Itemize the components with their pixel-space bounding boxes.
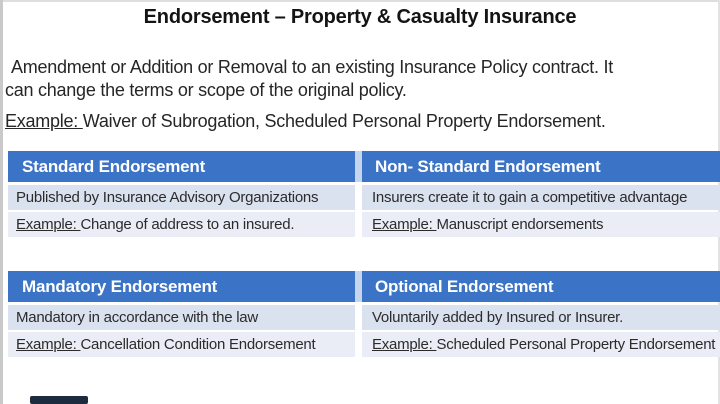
example-label: Example: [372, 336, 437, 353]
table-header-row [8, 271, 720, 302]
example-label: Example: [16, 336, 81, 353]
column-divider [355, 271, 362, 302]
column-divider [355, 305, 362, 330]
table-row [8, 212, 720, 237]
column-divider [355, 185, 362, 210]
header-cell-standard: Standard Endorsement [8, 151, 355, 182]
column-divider [355, 151, 362, 182]
column-divider [355, 212, 362, 237]
frame-edge-top [0, 0, 720, 2]
intro-line-1: Amendment or Addition or Removal to an existing Insurance Policy contract. It [11, 57, 614, 77]
column-divider [355, 332, 362, 357]
table-row [8, 185, 720, 210]
header-cell-non-standard: Non- Standard Endorsement [362, 151, 720, 182]
cell-mandatory-definition: Mandatory in accordance with the law [8, 305, 355, 330]
intro-example-line [5, 111, 717, 132]
example-text: Change of address to an insured. [80, 216, 295, 233]
frame-edge-left [0, 0, 3, 404]
intro-line-2: can change the terms or scope of the original policy. [5, 80, 407, 100]
example-text: Cancellation Condition Endorsement [80, 336, 316, 353]
video-scrubber-handle[interactable] [30, 396, 88, 404]
example-label: Example: [16, 216, 81, 233]
example-text: Waiver of Subrogation, Scheduled Personal Property Endorsement. [82, 111, 606, 131]
header-cell-mandatory: Mandatory Endorsement [8, 271, 355, 302]
cell-standard-definition: Published by Insurance Advisory Organizations [8, 185, 355, 210]
endorsement-table-standard [8, 151, 720, 237]
example-label: Example: [372, 216, 437, 233]
cell-optional-example [362, 332, 720, 357]
cell-optional-definition: Voluntarily added by Insured or Insurer. [362, 305, 720, 330]
cell-standard-example [8, 212, 355, 237]
example-label: Example: [5, 111, 83, 131]
table-header-row [8, 151, 720, 182]
table-row [8, 332, 720, 357]
intro-paragraph [5, 56, 717, 102]
header-cell-optional: Optional Endorsement [362, 271, 720, 302]
cell-mandatory-example [8, 332, 355, 357]
example-text: Manuscript endorsements [436, 216, 604, 233]
example-text: Scheduled Personal Property Endorsement [436, 336, 716, 353]
cell-non-standard-example [362, 212, 720, 237]
slide-title: Endorsement – Property & Casualty Insurance [143, 6, 577, 28]
table-row [8, 305, 720, 330]
endorsement-table-mandatory [8, 271, 720, 357]
cell-non-standard-definition: Insurers create it to gain a competitive advantage [362, 185, 720, 210]
